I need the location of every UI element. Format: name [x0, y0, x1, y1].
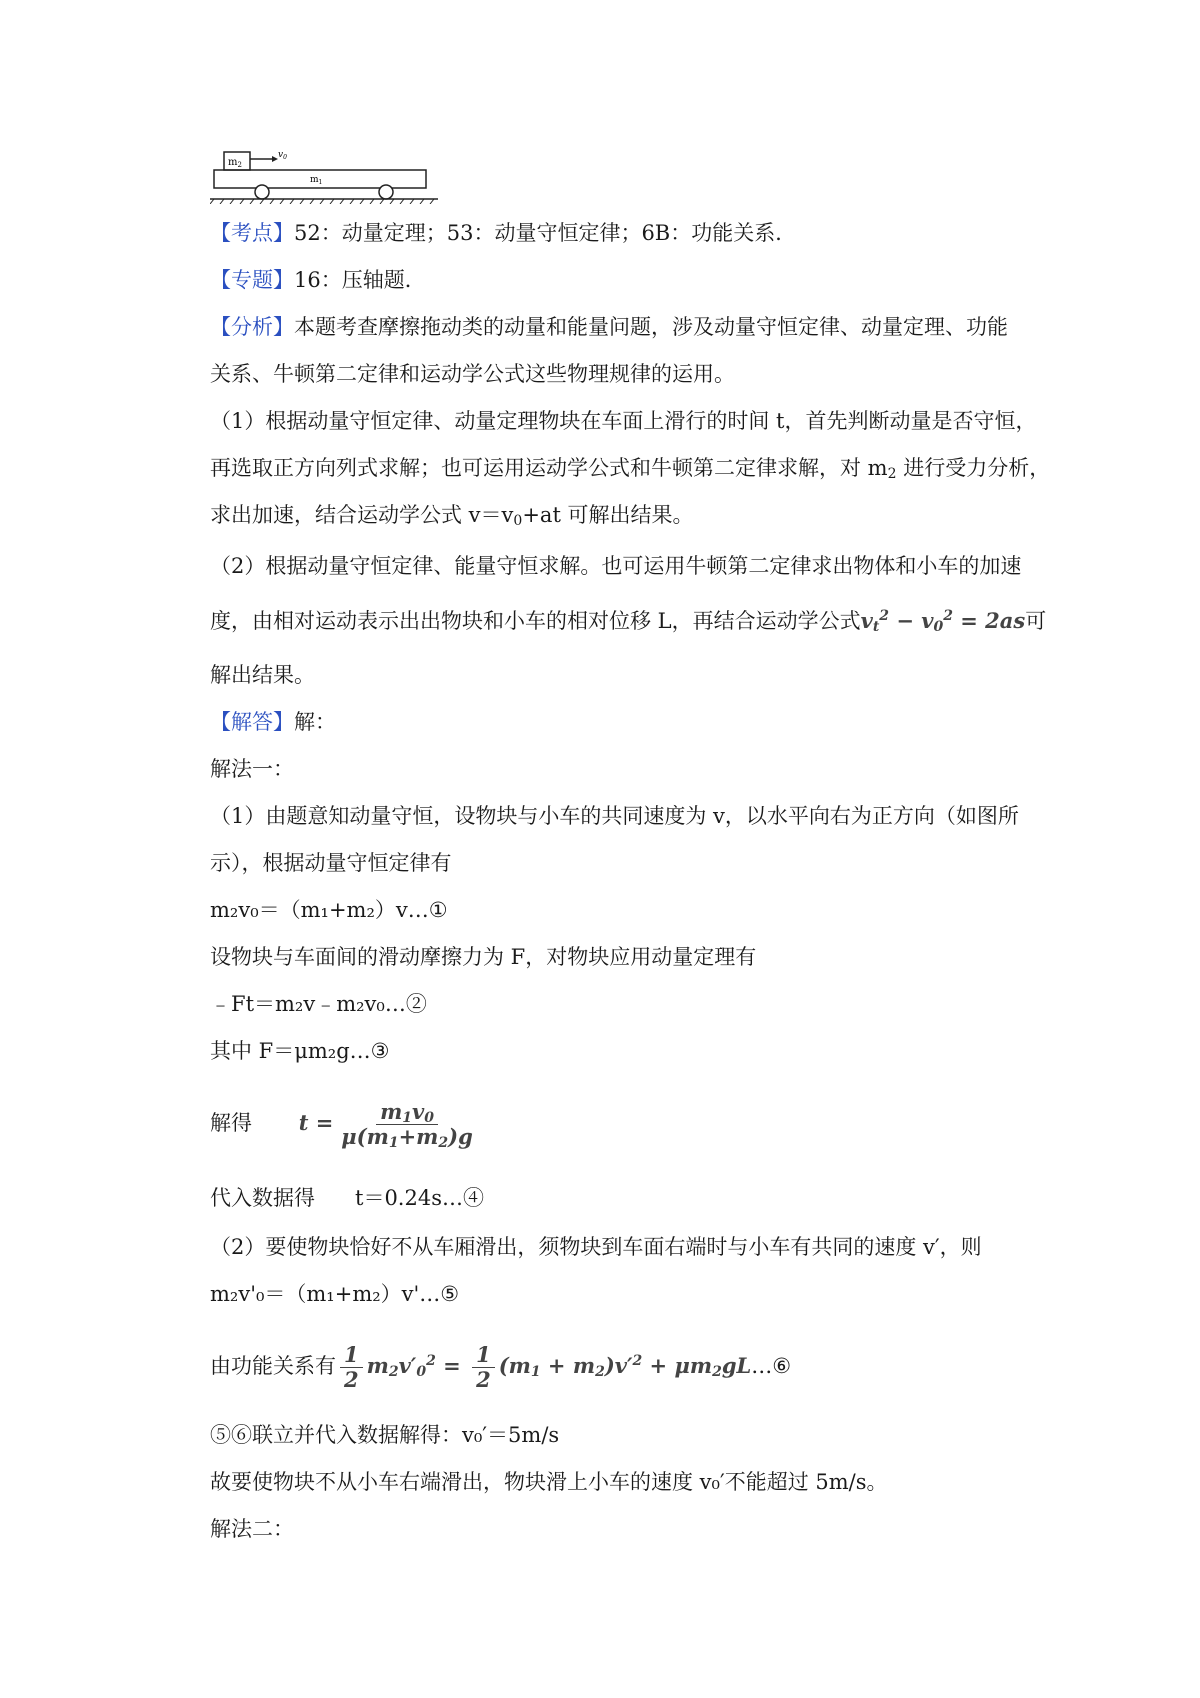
solve-line: 解得 t = $\frac{m_1v_0}{\mu(m_1+m_2)g}$	[210, 1100, 481, 1149]
zhuanti-tag: 【专题】	[210, 268, 294, 292]
conclusion-line: 故要使物块不从小车右端滑出，物块滑上小车的速度 v₀′不能超过 5m/s。	[210, 1470, 888, 1494]
time-formula: t = $\frac{m_1v_0}{\mu(m_1+m_2)g}$	[298, 1099, 473, 1151]
equation-3: 其中 F＝μm₂g…③	[210, 1039, 390, 1063]
step1-line-2: 示），根据动量守恒定律有	[210, 851, 452, 875]
equation-5: m₂v'₀＝（m₁+m₂）v'…⑤	[210, 1282, 460, 1306]
solve-5-6-line: ⑤⑥联立并代入数据解得：v₀′＝5m/s	[210, 1423, 560, 1447]
fenxi-p2-line-3: 解出结果。	[210, 663, 315, 687]
cart-wheel-right	[379, 185, 393, 199]
fenxi-p2-line-2: 度，由相对运动表示出出物块和小车的相对位移 L，再结合运动学公式$v_t^2 - v_0^2 = 2as$可	[210, 608, 1047, 635]
method-two-label: 解法二：	[210, 1517, 294, 1541]
equation-2: ﹣Ft＝m₂v﹣m₂v₀…②	[210, 992, 427, 1016]
zhuanti-text: 16：压轴题．	[294, 268, 426, 292]
fenxi-p2-line-1: （2）根据动量守恒定律、能量守恒求解。也可运用牛顿第二定律求出物体和小车的加速	[210, 554, 1022, 578]
step1-line-1: （1）由题意知动量守恒，设物块与小车的共同速度为 v，以水平向右为正方向（如图所	[210, 804, 1019, 828]
kaodian-line	[210, 218, 796, 248]
velocity-label: $v_0$	[278, 150, 287, 161]
fenxi-p1-line-1: （1）根据动量守恒定律、动量定理物块在车面上滑行的时间 t，首先判断动量是否守恒，	[210, 409, 1037, 433]
fenxi-line-2: 关系、牛顿第二定律和运动学公式这些物理规律的运用。	[210, 362, 735, 386]
energy-line: 由功能关系有 $\frac{1}{2}$ $m_2v'_0^2$ = $\frac{1}{2}$ $(m_1 + m_2)v'^2$ + $\mu m_2gL\dots ⑥$	[210, 1342, 792, 1392]
substitute-line: 代入数据得 t＝0.24s…④	[210, 1186, 484, 1210]
zhuanti-line	[210, 265, 426, 295]
kaodian-tag: 【考点】	[210, 221, 294, 245]
cart-block-diagram	[210, 148, 440, 204]
jieda-line: 【解答】解：	[210, 710, 336, 734]
fenxi-line-1: 【分析】本题考查摩擦拖动类的动量和能量问题，涉及动量守恒定律、动量定理、功能	[210, 315, 1008, 339]
kinematics-formula: $v_t^2 - v_0^2 = 2as$	[860, 608, 1026, 635]
jieda-tag: 【解答】	[210, 710, 294, 734]
fenxi-p1-line-2: 再选取正方向列式求解；也可运用运动学公式和牛顿第二定律求解，对 $m_2$ 进行受力分析，	[210, 456, 1051, 482]
cart-wheel-left	[255, 185, 269, 199]
step2-line-1: （2）要使物块恰好不从车厢滑出，须物块到车面右端时与小车有共同的速度 v′，则	[210, 1235, 982, 1259]
equation-1: m₂v₀＝（m₁+m₂）v…①	[210, 898, 448, 922]
kaodian-text: 52：动量定理；53：动量守恒定律；6B：功能关系．	[294, 221, 797, 245]
fenxi-tag: 【分析】	[210, 315, 294, 339]
cart-label: $m_1$	[310, 175, 323, 186]
method-one-label: 解法一：	[210, 757, 294, 781]
energy-formula: $\frac{1}{2}$ $m_2v'_0^2$ = $\frac{1}{2}$ $(m_1 + m_2)v'^2 + \mu m_2gL$	[336, 1353, 751, 1378]
block-label: $m_2$	[228, 157, 242, 169]
fenxi-p1-line-3: 求出加速，结合运动学公式 $v=v_0+at$ 可解出结果。	[210, 503, 694, 529]
friction-line: 设物块与车面间的滑动摩擦力为 F，对物块应用动量定理有	[210, 945, 757, 969]
